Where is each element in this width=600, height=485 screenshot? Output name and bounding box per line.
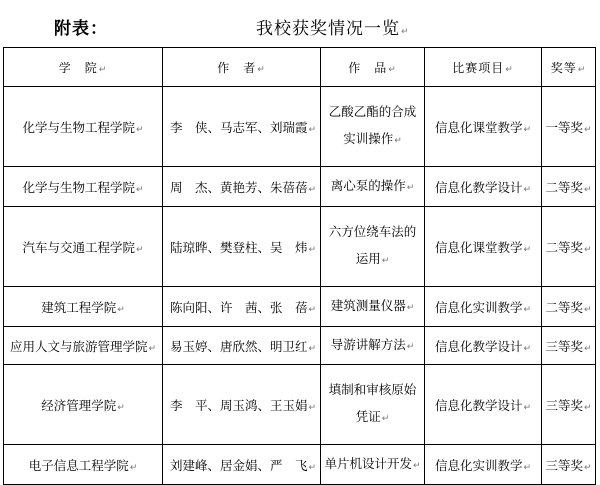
cell-college: 化学与生物工程学院↵ (4, 167, 163, 207)
cell-work: 建筑测量仪器↵ (321, 287, 425, 327)
table-row (4, 445, 596, 485)
table-row (4, 365, 596, 445)
cell-college: 应用人文与旅游管理学院↵ (4, 327, 163, 365)
table-row (4, 87, 596, 167)
cell-prize: 三等奖↵ (542, 445, 596, 485)
column-header-event: 比赛项目↵ (425, 48, 542, 87)
cell-prize: 三等奖↵ (542, 327, 596, 365)
cell-event: 信息化教学设计↵ (425, 327, 542, 365)
cell-event: 信息化实训教学↵ (425, 287, 542, 327)
cell-prize: 二等奖↵ (542, 287, 596, 327)
column-header-authors: 作 者↵ (163, 48, 321, 87)
cell-authors: 易玉婷、唐欣然、明卫红↵ (163, 327, 321, 365)
table-row (4, 327, 596, 365)
cell-college: 电子信息工程学院↵ (4, 445, 163, 485)
cell-work: 乙酸乙酯的合成实训操作↵ (321, 87, 425, 167)
table-row (4, 167, 596, 207)
cell-prize: 三等奖↵ (542, 365, 596, 445)
cell-college: 汽车与交通工程学院↵ (4, 207, 163, 287)
page-title-text: 我校获奖情况一览 (256, 19, 400, 39)
cell-authors: 李 平、周玉鸿、王玉娟↵ (163, 365, 321, 445)
awards-table (3, 47, 596, 485)
table-row (4, 207, 596, 287)
table-row (4, 287, 596, 327)
cell-authors: 周 杰、黄艳芳、朱蓓蓓↵ (163, 167, 321, 207)
cell-prize: 一等奖↵ (542, 87, 596, 167)
column-header-prize: 奖等↵ (542, 48, 596, 87)
cell-prize: 二等奖↵ (542, 167, 596, 207)
cell-authors: 刘建峰、居金娟、严 飞↵ (163, 445, 321, 485)
cell-college: 经济管理学院↵ (4, 365, 163, 445)
cell-authors: 陈向阳、许 茜、张 蓓↵ (163, 287, 321, 327)
cell-authors: 李 侠、马志军、刘瑞霞↵ (163, 87, 321, 167)
cell-prize: 二等奖↵ (542, 207, 596, 287)
cell-event: 信息化教学设计↵ (425, 167, 542, 207)
attachment-label: 附表： (54, 19, 108, 39)
column-header-college: 学 院↵ (4, 48, 163, 87)
cell-work: 离心泵的操作↵ (321, 167, 425, 207)
cell-event: 信息化课堂教学↵ (425, 207, 542, 287)
column-header-work: 作 品↵ (321, 48, 425, 87)
cell-work: 单片机设计开发↵ (321, 445, 425, 485)
cell-college: 化学与生物工程学院↵ (4, 87, 163, 167)
paragraph-mark-icon: ↵ (401, 27, 410, 37)
page-title (256, 14, 410, 39)
cell-work: 六方位绕车法的运用↵ (321, 207, 425, 287)
cell-college: 建筑工程学院↵ (4, 287, 163, 327)
cell-authors: 陆琼晔、樊登柱、吴 炜↵ (163, 207, 321, 287)
cell-event: 信息化课堂教学↵ (425, 87, 542, 167)
cell-work: 导游讲解方法↵ (321, 327, 425, 365)
cell-work: 填制和审核原始凭证↵ (321, 365, 425, 445)
table-header-row (4, 48, 596, 87)
cell-event: 信息化实训教学↵ (425, 445, 542, 485)
cell-event: 信息化教学设计↵ (425, 365, 542, 445)
